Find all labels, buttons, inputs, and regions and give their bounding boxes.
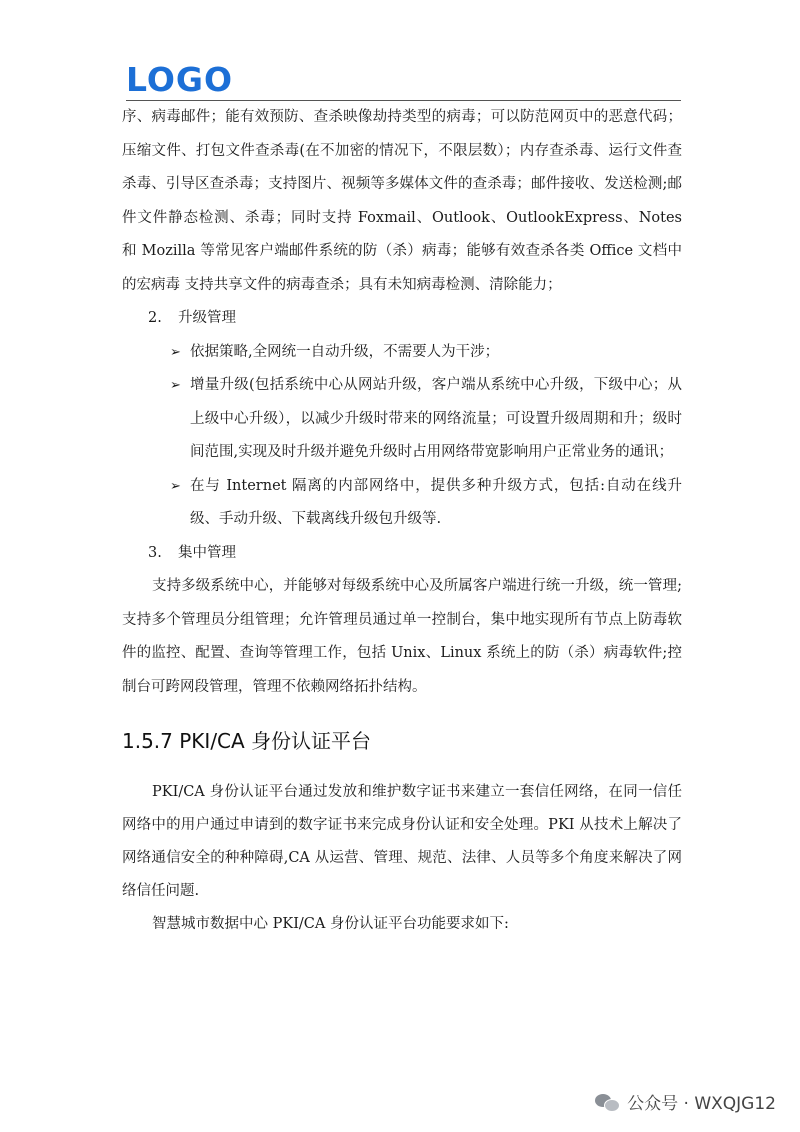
upgrade-bullets	[122, 336, 682, 537]
arrow-bullet-icon: ➢	[170, 378, 181, 393]
pki-section-heading: 1.5.7 PKI/CA 身份认证平台	[122, 729, 372, 753]
section-number: 3.	[148, 544, 162, 561]
list-item: ➢ 在与 Internet 隔离的内部网络中，提供多种升级方式，包括:自动在线升级、手动升级、下载离线升级包升级等.	[170, 470, 682, 537]
upgrade-section-title	[122, 302, 682, 336]
section-number: 2.	[148, 310, 162, 326]
central-paragraph: 支持多级系统中心，并能够对每级系统中心及所属客户端进行统一升级，统一管理;支持多个管理员分组管理；允许管理员通过单一控制台，集中地实现所有节点上防毒软件的监控、配置、查询等管理工作，包括 Unix、Linux 系统上的防（杀）病毒软件;控制台可跨网段管理，管理不依赖网络拓扑结构。	[122, 578, 682, 695]
pki-paragraph-1: PKI/CA 身份认证平台通过发放和维护数字证书来建立一套信任网络，在同一信任网络中的用户通过申请到的数字证书来完成身份认证和安全处理。PKI 从技术上解决了网络通信安全的种种障碍,CA 从运营、管理、规范、法律、人员等多个角度来解决了网络信任问题.	[122, 784, 682, 899]
arrow-bullet-icon: ➢	[170, 478, 181, 494]
logo: LOGO	[126, 60, 234, 99]
document-body	[122, 101, 682, 941]
list-item: ➢ 增量升级(包括系统中心从网站升级，客户端从系统中心升级，下级中心；从上级中心升级），以减少升级时带来的网络流量；可设置升级周期和升；级时间范围,实现及时升级并避免升级时占用网络带宽影响用户正常业务的通讯；	[170, 369, 682, 470]
watermark-text: 公众号 · WXQJG12	[627, 1094, 776, 1114]
section-title: 集中管理	[178, 544, 236, 561]
section-title: 升级管理	[178, 310, 236, 326]
pki-paragraph-2: 智慧城市数据中心 PKI/CA 身份认证平台功能要求如下:	[152, 916, 509, 932]
pki-section	[122, 776, 682, 941]
continuation-paragraph: 序、病毒邮件；能有效预防、查杀映像劫持类型的病毒；可以防范网页中的恶意代码；压缩文件、打包文件查杀毒(在不加密的情况下，不限层数）；内存查杀毒、运行文件查杀毒、引导区查杀毒；支持图片、视频等多媒体文件的查杀毒；邮件接收、发送检测;邮件文件静态检测、杀毒；同时支持 Foxmail、Outlook、OutlookExpress、Notes 和 Mozilla 等常见客户端邮件系统的防（杀）病毒；能够有效查杀各类 Office 文档中的宏病毒 支持共享文件的病毒查杀；具有未知病毒检测、清除能力；	[122, 109, 682, 293]
watermark	[595, 1089, 776, 1114]
central-section-title	[122, 537, 682, 571]
arrow-bullet-icon: ➢	[170, 344, 181, 360]
wechat-icon	[595, 1092, 619, 1112]
list-item: ➢ 依据策略,全网统一自动升级，不需要人为干涉；	[170, 336, 682, 370]
